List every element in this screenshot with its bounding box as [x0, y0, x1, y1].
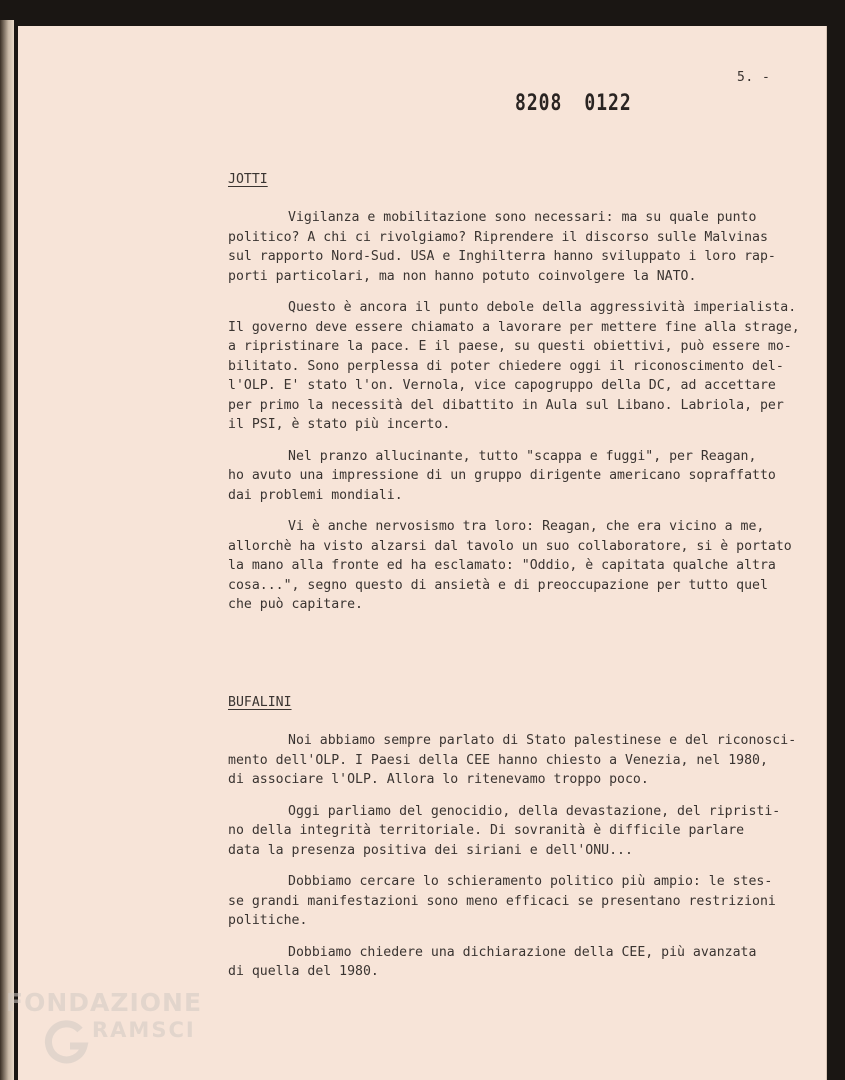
paragraph: Vi è anche nervosismo tra loro: Reagan, che era vicino a me, allorchè ha visto alzarsi dal tavolo un suo collaboratore, si è portato la mano alla fronte ed ha esclamato: "Oddio, è capitata qualche altra cosa...", segno questo di ansietà e di preoccupazione per tutto quel che può capitare.: [228, 519, 792, 612]
paragraph: Questo è ancora il punto debole della aggressività imperialista. Il governo deve essere chiamato a lavorare per mettere fine alla strage, a ripristinare la pace. E il paese, su questi obiettivi, può essere mo- bilitato. Sono perplessa di poter chiedere oggi il riconoscimento del- l'OLP. E' stato l'on. Vernola, vice capogruppo della DC, ad accettare per primo la necessità del dibattito in Aula sul Libano. Labriola, per il PSI, è stato più incerto.: [228, 300, 800, 432]
stamp-number-right: 0122: [584, 90, 632, 117]
section-bufalini: [228, 695, 808, 982]
section-jotti: [228, 172, 808, 615]
paragraph: Nel pranzo allucinante, tutto "scappa e fuggi", per Reagan, ho avuto una impressione di un gruppo dirigente americano sopraffatto dai problemi mondiali.: [228, 448, 776, 503]
archive-stamp: [515, 90, 632, 116]
watermark-line1: FONDAZIONE: [6, 988, 203, 1017]
page-number: 5. -: [737, 70, 771, 85]
stamp-number-left: 8208: [515, 90, 563, 117]
gramsci-g-logo-icon: [40, 1016, 94, 1070]
speaker-heading: JOTTI: [228, 172, 268, 187]
speaker-heading: BUFALINI: [228, 695, 292, 710]
paragraph: Dobbiamo chiedere una dichiarazione della CEE, più avanzata di quella del 1980.: [228, 944, 757, 979]
binding-edge: [0, 20, 14, 1080]
document-page: [18, 26, 826, 1080]
paragraph: Dobbiamo cercare lo schieramento politico più ampio: le stes- se grandi manifestazioni sono meno efficaci se presentano restrizioni politiche.: [228, 874, 776, 928]
paragraph: Noi abbiamo sempre parlato di Stato palestinese e del riconosci- mento dell'OLP. I Paesi della CEE hanno chiesto a Venezia, nel 1980, di associare l'OLP. Allora lo ritenevamo troppo poco.: [228, 733, 797, 787]
paragraph: Oggi parliamo del genocidio, della devastazione, del ripristi- no della integrità territoriale. Di sovranità è difficile parlare data la presenza positiva dei siriani e dell'ONU...: [228, 803, 781, 858]
fondazione-gramsci-watermark: [6, 988, 226, 1076]
paragraph: Vigilanza e mobilitazione sono necessari: ma su quale punto politico? A chi ci rivolgiamo? Riprendere il discorso sulle Malvinas sul rapporto Nord-Sud. USA e Inghilterra hanno sviluppato i loro rap- porti particolari, ma non hanno potuto coinvolgere la NATO.: [228, 210, 776, 284]
watermark-line2: RAMSCI: [92, 1018, 196, 1042]
